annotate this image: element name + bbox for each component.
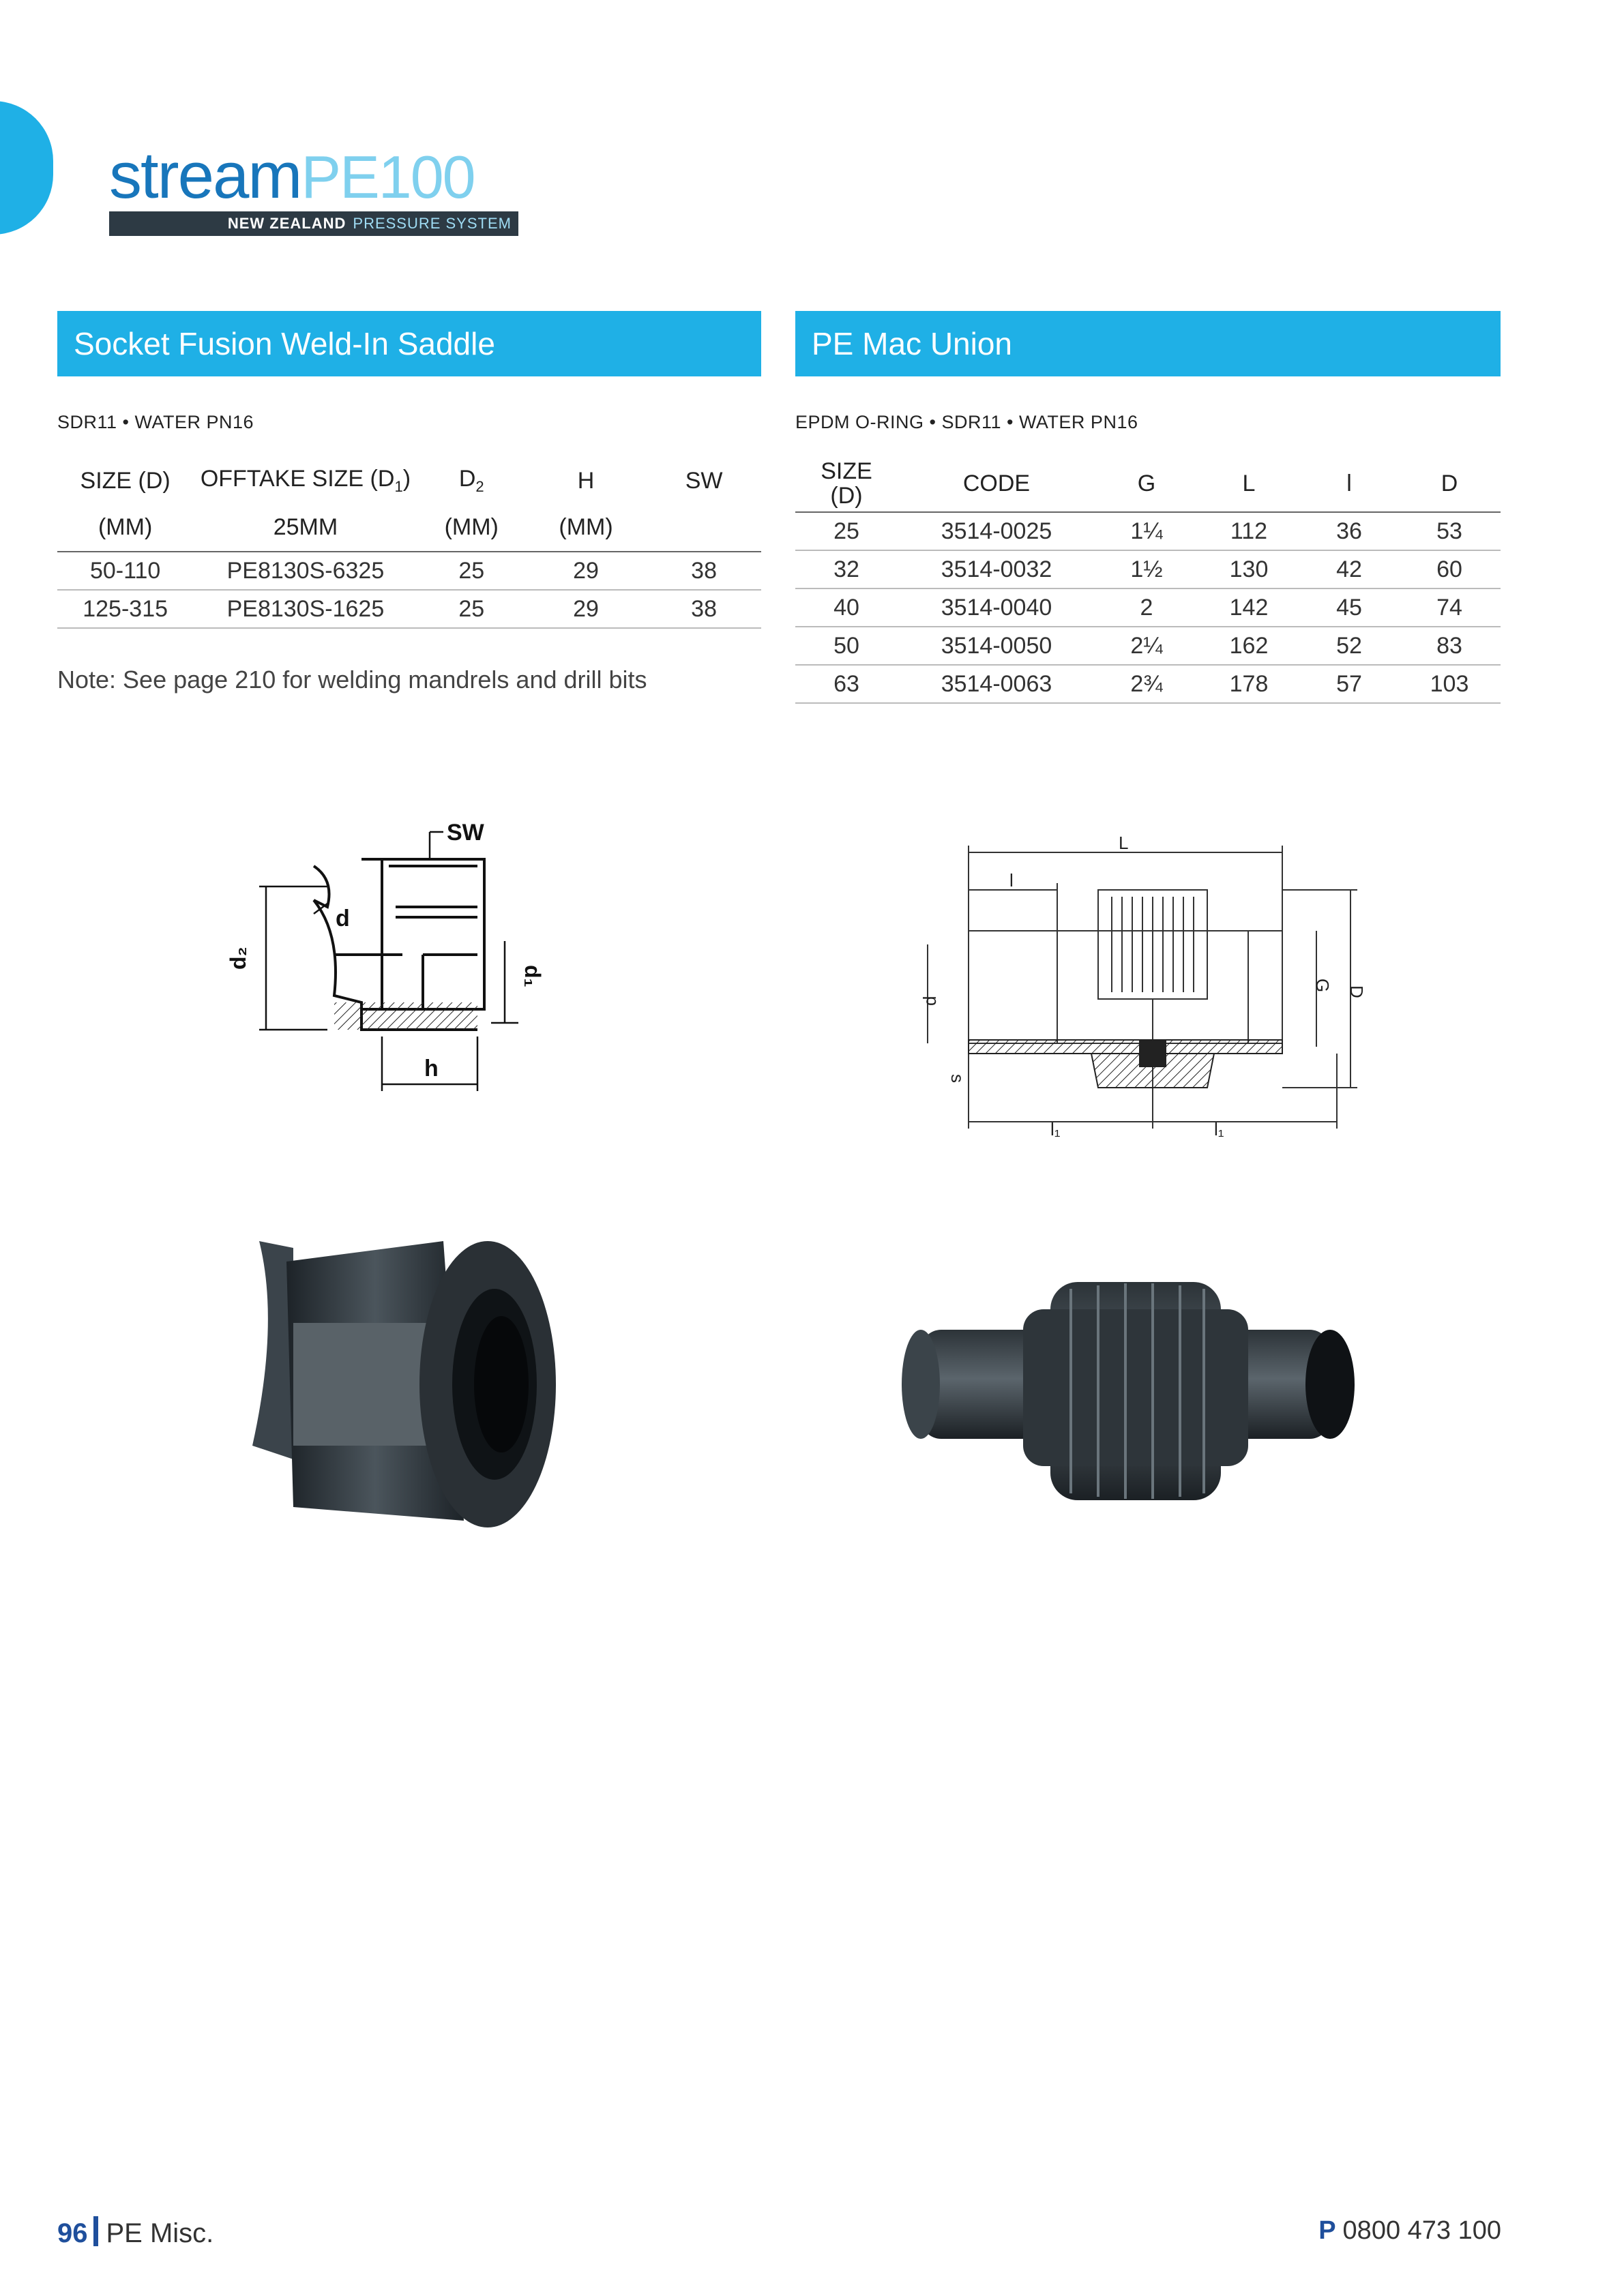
cell: 38 — [647, 552, 761, 590]
page-number: 96 — [57, 2218, 88, 2248]
footer-phone — [1318, 2216, 1501, 2246]
cell: 42 — [1300, 550, 1398, 588]
cell: 29 — [525, 590, 647, 628]
unit-cell: (MM) — [418, 503, 525, 552]
logo — [109, 139, 518, 236]
section-title-saddle: Socket Fusion Weld-In Saddle — [57, 311, 761, 376]
cell: 74 — [1398, 588, 1501, 627]
cell: 52 — [1300, 627, 1398, 665]
side-tab — [0, 101, 53, 235]
label-s: s — [947, 1074, 968, 1083]
table-row — [795, 550, 1501, 588]
logo-tagline — [109, 211, 518, 236]
cell: 40 — [795, 588, 898, 627]
cell: 25 — [795, 512, 898, 550]
section-title-union: PE Mac Union — [795, 311, 1501, 376]
cell: 50-110 — [57, 552, 193, 590]
cell: PE8130S-6325 — [193, 552, 417, 590]
unit-cell: 25MM — [193, 503, 417, 552]
label-d: d — [336, 906, 350, 931]
logo-word-pe100: PE100 — [301, 143, 475, 211]
subtitle-union: EPDM O-RING • SDR11 • WATER PN16 — [795, 412, 1138, 432]
table-row — [795, 588, 1501, 627]
cell: 112 — [1198, 512, 1300, 550]
unit-cell — [647, 503, 761, 552]
col-sw: SW — [685, 467, 723, 494]
union-photo — [894, 1268, 1371, 1521]
cell: 103 — [1398, 665, 1501, 703]
cell: 1½ — [1095, 550, 1198, 588]
phone-number: 0800 473 100 — [1342, 2216, 1501, 2245]
col-size: SIZE (D) — [80, 467, 171, 494]
cell: 125-315 — [57, 590, 193, 628]
cell: 178 — [1198, 665, 1300, 703]
cell: 1¼ — [1095, 512, 1198, 550]
cell: PE8130S-1625 — [193, 590, 417, 628]
union-diagram — [914, 835, 1378, 1149]
cell: 83 — [1398, 627, 1501, 665]
table-row — [57, 552, 761, 590]
table-row — [795, 512, 1501, 550]
cell: 3514-0063 — [898, 665, 1095, 703]
subtitle-saddle: SDR11 • WATER PN16 — [57, 412, 254, 432]
label-d2: d₂ — [226, 946, 250, 970]
cell: 3514-0050 — [898, 627, 1095, 665]
phone-label: P — [1318, 2216, 1336, 2245]
label-sw: SW — [447, 820, 484, 846]
cell: 2¼ — [1095, 627, 1198, 665]
footer-page — [57, 2216, 213, 2249]
cell: 3514-0040 — [898, 588, 1095, 627]
saddle-photo — [225, 1221, 580, 1548]
label-L: L — [1119, 835, 1129, 853]
col-h: H — [577, 467, 595, 494]
label-l1-left: l₁ — [1050, 1119, 1061, 1139]
cell: 2 — [1095, 588, 1198, 627]
table-row — [57, 590, 761, 628]
col-d2: $D_2$ — [458, 466, 484, 495]
label-l: l — [1009, 870, 1014, 891]
table-row — [795, 665, 1501, 703]
cell: 57 — [1300, 665, 1398, 703]
cell: 162 — [1198, 627, 1300, 665]
logo-tag-light: PRESSURE SYSTEM — [353, 215, 512, 232]
label-l1-right: l₁ — [1214, 1119, 1224, 1139]
cell: 63 — [795, 665, 898, 703]
col-size: SIZE (D) — [795, 456, 898, 512]
cell: 32 — [795, 550, 898, 588]
col-code: CODE — [898, 456, 1095, 512]
col-d: D — [1398, 456, 1501, 512]
footer-separator — [93, 2216, 98, 2246]
note: Note: See page 210 for welding mandrels and drill bits — [57, 666, 647, 694]
footer-section: PE Misc. — [106, 2218, 214, 2248]
label-D: D — [1346, 985, 1367, 998]
cell: 3514-0032 — [898, 550, 1095, 588]
cell: 60 — [1398, 550, 1501, 588]
col-l: l — [1300, 456, 1398, 512]
cell: 130 — [1198, 550, 1300, 588]
cell: 29 — [525, 552, 647, 590]
unit-cell: (MM) — [57, 503, 193, 552]
cell: 25 — [418, 552, 525, 590]
col-g: G — [1095, 456, 1198, 512]
label-G: G — [1312, 979, 1333, 993]
col-offtake: OFFTAKE SIZE $(D_1)$ — [200, 466, 411, 495]
cell: 2¾ — [1095, 665, 1198, 703]
cell: 25 — [418, 590, 525, 628]
cell: 142 — [1198, 588, 1300, 627]
unit-cell: (MM) — [525, 503, 647, 552]
cell: 3514-0025 — [898, 512, 1095, 550]
cell: 36 — [1300, 512, 1398, 550]
label-d: d — [919, 996, 940, 1006]
saddle-diagram — [225, 805, 580, 1118]
logo-tag-bold: NEW ZEALAND — [227, 215, 346, 232]
label-h: h — [424, 1056, 439, 1082]
table-row — [795, 627, 1501, 665]
union-table — [795, 456, 1501, 704]
saddle-table — [57, 458, 761, 629]
cell: 45 — [1300, 588, 1398, 627]
cell: 38 — [647, 590, 761, 628]
cell: 50 — [795, 627, 898, 665]
label-d1: d₁ — [520, 965, 545, 987]
col-l-total: L — [1198, 456, 1300, 512]
logo-word-stream: stream — [109, 139, 301, 212]
cell: 53 — [1398, 512, 1501, 550]
